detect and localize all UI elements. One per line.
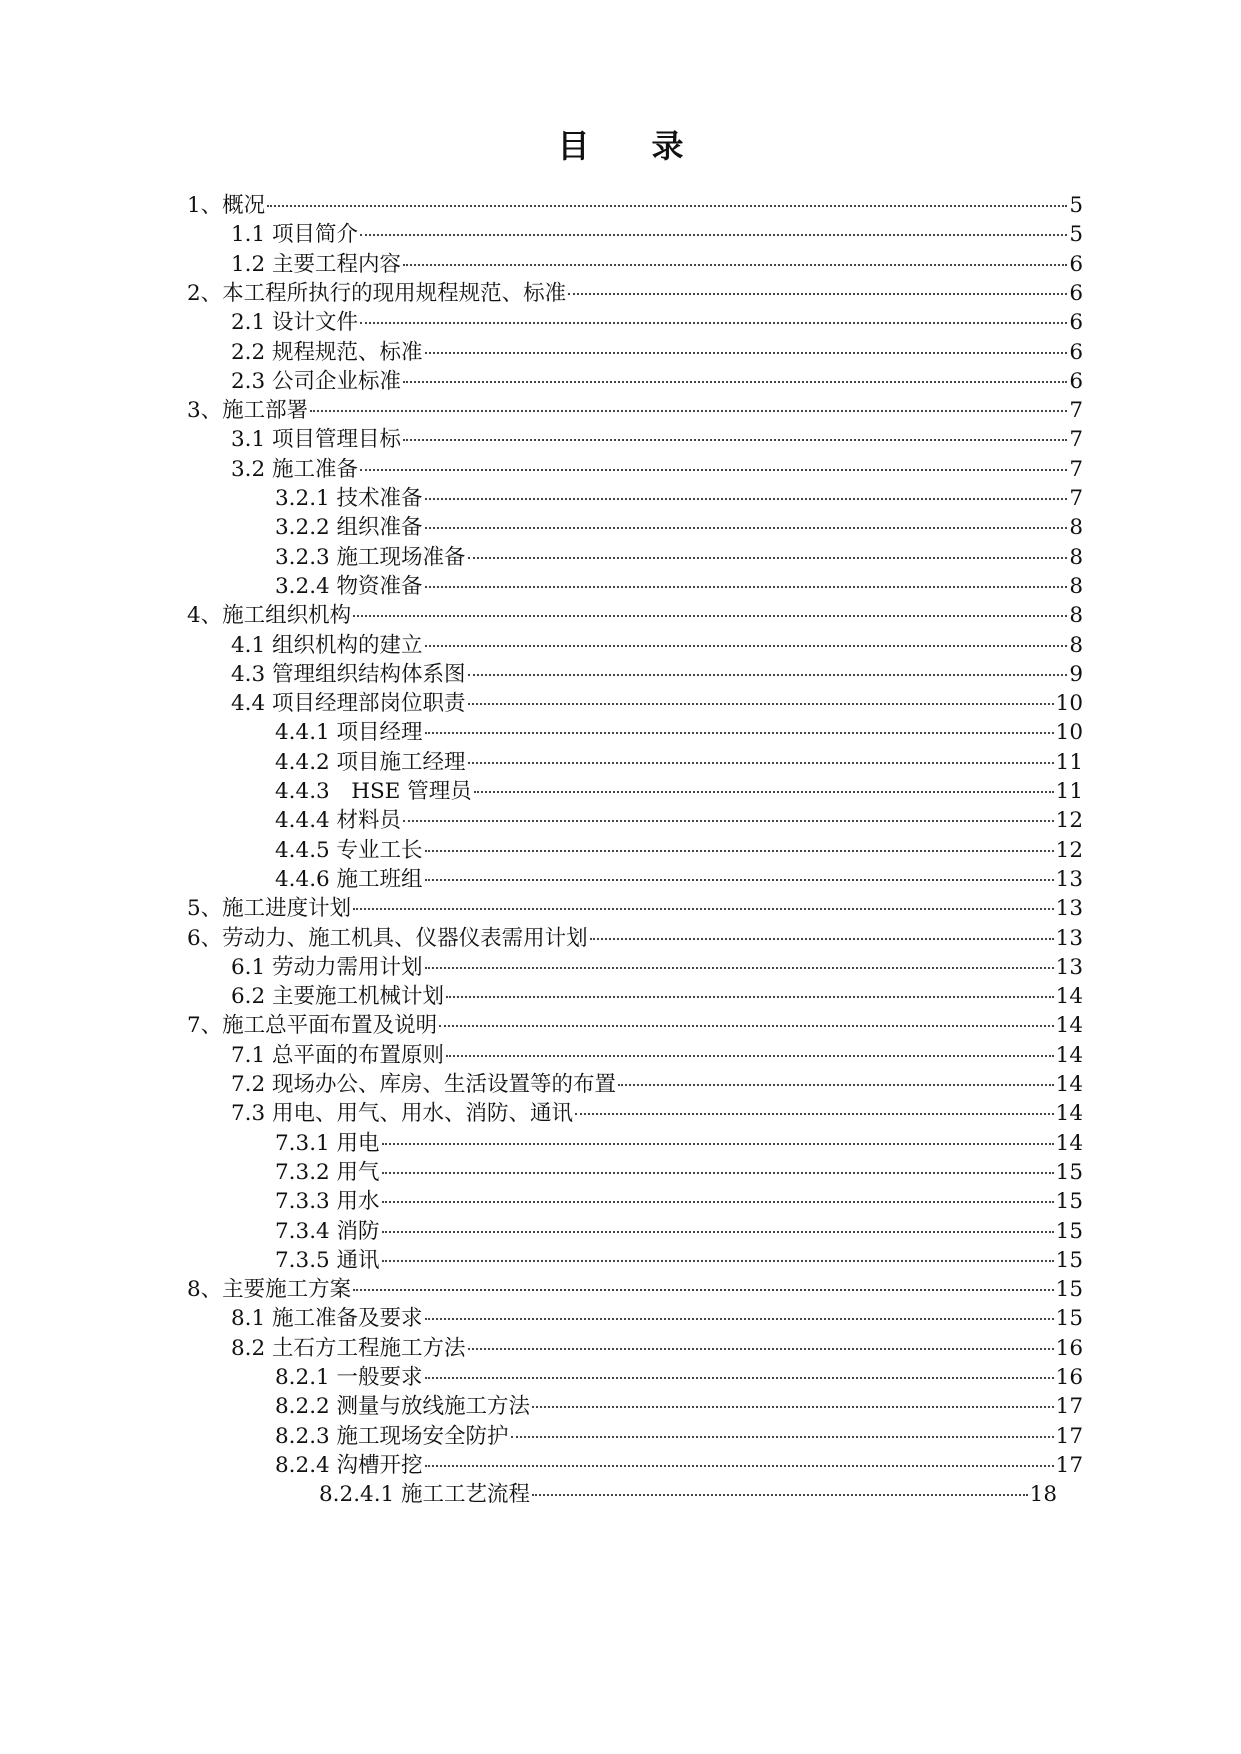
- toc-entry-page: 14: [1055, 1130, 1083, 1156]
- toc-entry[interactable]: [187, 190, 1083, 223]
- toc-leader-dots: [403, 438, 1067, 441]
- toc-leader-dots: [568, 292, 1067, 295]
- toc-entry[interactable]: [275, 864, 1083, 897]
- toc-entry[interactable]: [231, 337, 1083, 370]
- toc-entry[interactable]: [275, 542, 1083, 575]
- title-char-1: 目: [557, 127, 590, 165]
- toc-leader-dots: [468, 702, 1054, 705]
- toc-entry-page: 6: [1069, 339, 1083, 365]
- toc-entry-page: 7: [1069, 486, 1083, 511]
- toc-entry-label: 8.2.3 施工现场安全防护: [275, 1423, 509, 1449]
- toc-entry-label: 4.4.4 材料员: [275, 808, 402, 834]
- toc-entry-page: 8: [1069, 515, 1083, 541]
- toc-entry-label: 7.3.2 用气: [275, 1159, 380, 1185]
- toc-entry[interactable]: [275, 1362, 1083, 1395]
- toc-entry-page: 15: [1055, 1306, 1083, 1332]
- toc-entry-page: 7: [1069, 456, 1083, 482]
- toc-leader-dots: [425, 878, 1054, 881]
- toc-entry-page: 16: [1055, 1365, 1083, 1390]
- toc-entry-page: 8: [1069, 544, 1083, 570]
- toc-entry-label: 7.3.4 消防: [275, 1218, 380, 1244]
- toc-entry-label: 8.1 施工准备及要求: [231, 1306, 423, 1332]
- toc-leader-dots: [403, 380, 1067, 383]
- toc-entry[interactable]: [231, 454, 1083, 487]
- toc-entry[interactable]: [187, 600, 1083, 633]
- toc-entry-page: 5: [1069, 222, 1083, 248]
- toc-leader-dots: [360, 468, 1067, 471]
- toc-leader-dots: [425, 351, 1068, 354]
- toc-entry-label: 7.3 用电、用气、用水、消防、通讯: [231, 1101, 574, 1127]
- toc-entry[interactable]: [187, 1010, 1083, 1043]
- toc-entry[interactable]: [231, 366, 1083, 399]
- toc-entry-page: 9: [1069, 661, 1083, 687]
- toc-entry[interactable]: [275, 571, 1083, 604]
- toc-entry[interactable]: [187, 923, 1083, 956]
- toc-entry-page: 15: [1055, 1159, 1083, 1185]
- toc-entry-page: 15: [1055, 1277, 1083, 1303]
- toc-entry-label: 2.3 公司企业标准: [231, 368, 402, 394]
- toc-entry[interactable]: [275, 1157, 1083, 1190]
- toc-leader-dots: [425, 849, 1054, 852]
- toc-leader-dots: [446, 995, 1054, 998]
- toc-entry-label: 2、本工程所执行的现用规程规范、标准: [187, 280, 567, 306]
- toc-entry-label: 6.2 主要施工机械计划: [231, 984, 445, 1010]
- toc-entry[interactable]: [275, 1216, 1083, 1249]
- toc-leader-dots: [474, 790, 1054, 793]
- toc-entry-label: 4.3 管理组织结构体系图: [231, 661, 466, 687]
- toc-entry-page: 14: [1055, 1013, 1083, 1039]
- toc-leader-dots: [511, 1435, 1054, 1438]
- toc-entry[interactable]: [275, 1421, 1083, 1454]
- toc-entry-label: 4.4 项目经理部岗位职责: [231, 691, 466, 717]
- toc-entry-page: 13: [1055, 925, 1083, 951]
- toc-entry-label: 4、施工组织机构: [187, 603, 352, 629]
- toc-entry-page: 11: [1055, 779, 1083, 804]
- toc-leader-dots: [267, 204, 1067, 207]
- toc-leader-dots: [382, 1230, 1054, 1233]
- toc-leader-dots: [360, 321, 1067, 324]
- toc-entry-page: 13: [1055, 896, 1083, 922]
- toc-entry-page: 8: [1069, 573, 1083, 599]
- toc-entry-label: 4.1 组织机构的建立: [231, 632, 423, 658]
- toc-leader-dots: [425, 1464, 1054, 1467]
- toc-entry-page: 10: [1055, 691, 1083, 717]
- toc-entry-label: 8.2.4 沟槽开挖: [275, 1452, 423, 1478]
- toc-entry[interactable]: [275, 483, 1083, 516]
- toc-leader-dots: [425, 1317, 1054, 1320]
- toc-entry-label: 7.1 总平面的布置原则: [231, 1042, 445, 1068]
- toc-entry-label: 2.2 规程规范、标准: [231, 339, 423, 365]
- toc-entry-label: 4.4.2 项目施工经理: [275, 749, 466, 775]
- toc-entry[interactable]: [275, 805, 1083, 838]
- toc-entry[interactable]: [187, 1274, 1083, 1307]
- toc-leader-dots: [439, 1024, 1053, 1027]
- toc-entry-page: 14: [1055, 1042, 1083, 1068]
- toc-leader-dots: [425, 526, 1068, 529]
- toc-entry-label: 8.2.4.1 施工工艺流程: [319, 1482, 531, 1508]
- toc-leader-dots: [618, 1083, 1054, 1086]
- toc-entry[interactable]: [231, 1333, 1083, 1366]
- toc-leader-dots: [468, 1347, 1054, 1350]
- toc-entry-label: 4.4.6 施工班组: [275, 866, 423, 892]
- toc-entry-label: 6、劳动力、施工机具、仪器仪表需用计划: [187, 925, 588, 951]
- toc-leader-dots: [446, 1054, 1054, 1057]
- toc-entry-label: 8.2.1 一般要求: [275, 1365, 423, 1390]
- toc-entry-label: 8、主要施工方案: [187, 1277, 352, 1303]
- toc-entry-page: 6: [1069, 251, 1083, 277]
- toc-entry-label: 7.3.5 通讯: [275, 1247, 380, 1273]
- toc-leader-dots: [403, 263, 1067, 266]
- toc-entry[interactable]: [275, 1186, 1083, 1219]
- toc-entry[interactable]: [231, 952, 1083, 985]
- toc-entry-label: 8.2 土石方工程施工方法: [231, 1335, 466, 1361]
- toc-entry[interactable]: [275, 776, 1083, 809]
- toc-entry-label: 3.2.3 施工现场准备: [275, 544, 466, 570]
- toc-entry-label: 3.2.2 组织准备: [275, 515, 423, 541]
- toc-leader-dots: [468, 761, 1054, 764]
- toc-entry[interactable]: [231, 1098, 1083, 1131]
- toc-leader-dots: [382, 1171, 1054, 1174]
- toc-entry[interactable]: [275, 512, 1083, 545]
- toc-entry-page: 14: [1055, 984, 1083, 1010]
- toc-leader-dots: [353, 907, 1053, 910]
- toc-entry-label: 6.1 劳动力需用计划: [231, 954, 423, 980]
- toc-entry-page: 13: [1055, 866, 1083, 892]
- toc-entry-page: 12: [1055, 808, 1083, 834]
- toc-entry-label: 3.1 项目管理目标: [231, 427, 402, 453]
- toc-entry[interactable]: [231, 249, 1083, 282]
- toc-leader-dots: [425, 1376, 1054, 1379]
- toc-entry-label: 3.2.1 技术准备: [275, 486, 423, 511]
- toc-leader-dots: [353, 1288, 1053, 1291]
- toc-entry-label: 2.1 设计文件: [231, 310, 359, 336]
- toc-leader-dots: [590, 937, 1054, 940]
- toc-entry-page: 18: [1029, 1482, 1057, 1508]
- toc-entry-label: 8.2.2 测量与放线施工方法: [275, 1394, 531, 1420]
- toc-entry-page: 7: [1069, 398, 1083, 424]
- toc-entry-page: 8: [1069, 603, 1083, 629]
- toc-entry-label: 7.3.1 用电: [275, 1130, 380, 1156]
- toc-entry-page: 15: [1055, 1189, 1083, 1215]
- toc-entry[interactable]: [231, 659, 1083, 692]
- toc-entry-page: 8: [1069, 632, 1083, 658]
- toc-entry-page: 7: [1069, 427, 1083, 453]
- toc-leader-dots: [310, 409, 1067, 412]
- toc-leader-dots: [532, 1493, 1028, 1496]
- toc-entry[interactable]: [187, 395, 1083, 428]
- toc-entry[interactable]: [231, 630, 1083, 663]
- toc-entry-page: 14: [1055, 1101, 1083, 1127]
- toc-entry-page: 12: [1055, 837, 1083, 863]
- toc-leader-dots: [403, 819, 1054, 822]
- toc-entry-label: 7.2 现场办公、库房、生活设置等的布置: [231, 1072, 617, 1097]
- toc-entry-label: 4.4.3 HSE 管理员: [275, 779, 472, 804]
- toc-entry-label: 1、概况: [187, 193, 266, 218]
- toc-entry-page: 6: [1069, 368, 1083, 394]
- toc-entry[interactable]: [275, 1391, 1083, 1424]
- toc-entry[interactable]: [231, 1303, 1083, 1336]
- toc-entry[interactable]: [231, 981, 1083, 1014]
- toc-entry[interactable]: [231, 219, 1083, 252]
- toc-entry-label: 1.1 项目简介: [231, 222, 359, 248]
- toc-entry-page: 17: [1055, 1452, 1083, 1478]
- toc-entry-label: 4.4.5 专业工长: [275, 837, 423, 863]
- toc-entry-page: 15: [1055, 1247, 1083, 1273]
- toc-entry[interactable]: [231, 307, 1083, 340]
- toc-entry[interactable]: [231, 688, 1083, 721]
- toc-entry[interactable]: [187, 278, 1083, 311]
- toc-leader-dots: [468, 673, 1068, 676]
- toc-entry[interactable]: [275, 835, 1083, 868]
- toc-entry[interactable]: [231, 1040, 1083, 1073]
- toc-entry[interactable]: [319, 1479, 1057, 1512]
- toc-entry-page: 10: [1055, 720, 1083, 746]
- toc-entry-label: 3.2 施工准备: [231, 456, 359, 482]
- toc-entry[interactable]: [275, 1128, 1083, 1161]
- toc-entry-page: 17: [1055, 1423, 1083, 1449]
- toc-leader-dots: [425, 731, 1054, 734]
- toc-entry-label: 5、施工进度计划: [187, 896, 352, 922]
- toc-entry-page: 16: [1055, 1335, 1083, 1361]
- page-title: [0, 124, 1241, 168]
- toc-leader-dots: [360, 233, 1067, 236]
- toc-entry-label: 4.4.1 项目经理: [275, 720, 423, 746]
- toc-entry-page: 15: [1055, 1218, 1083, 1244]
- toc-entry[interactable]: [231, 424, 1083, 457]
- toc-leader-dots: [425, 644, 1068, 647]
- toc-entry[interactable]: [275, 717, 1083, 750]
- toc-leader-dots: [532, 1405, 1054, 1408]
- toc-entry[interactable]: [187, 893, 1083, 926]
- toc-entry-page: 6: [1069, 310, 1083, 336]
- toc-entry-label: 3、施工部署: [187, 398, 309, 424]
- title-char-2: 录: [651, 127, 684, 165]
- toc-leader-dots: [425, 585, 1068, 588]
- toc-entry-label: 7.3.3 用水: [275, 1189, 380, 1215]
- toc-leader-dots: [382, 1200, 1054, 1203]
- toc-entry-page: 6: [1069, 280, 1083, 306]
- toc-entry-label: 7、施工总平面布置及说明: [187, 1013, 438, 1039]
- toc-entry[interactable]: [275, 1245, 1083, 1278]
- toc-entry-page: 17: [1055, 1394, 1083, 1420]
- toc-leader-dots: [575, 1112, 1054, 1115]
- toc-entry[interactable]: [231, 1069, 1083, 1102]
- toc-entry-page: 11: [1055, 749, 1083, 775]
- toc-leader-dots: [382, 1142, 1054, 1145]
- toc-entry-page: 13: [1055, 954, 1083, 980]
- toc-entry-page: 5: [1069, 193, 1083, 218]
- toc-leader-dots: [468, 556, 1068, 559]
- toc-entry-label: 3.2.4 物资准备: [275, 573, 423, 599]
- toc-entry-page: 14: [1055, 1072, 1083, 1097]
- toc-leader-dots: [425, 497, 1068, 500]
- toc-entry[interactable]: [275, 1450, 1083, 1483]
- toc-leader-dots: [353, 614, 1067, 617]
- toc-entry-label: 1.2 主要工程内容: [231, 251, 402, 277]
- toc-leader-dots: [425, 966, 1054, 969]
- toc-entry[interactable]: [275, 747, 1083, 780]
- toc-leader-dots: [382, 1259, 1054, 1262]
